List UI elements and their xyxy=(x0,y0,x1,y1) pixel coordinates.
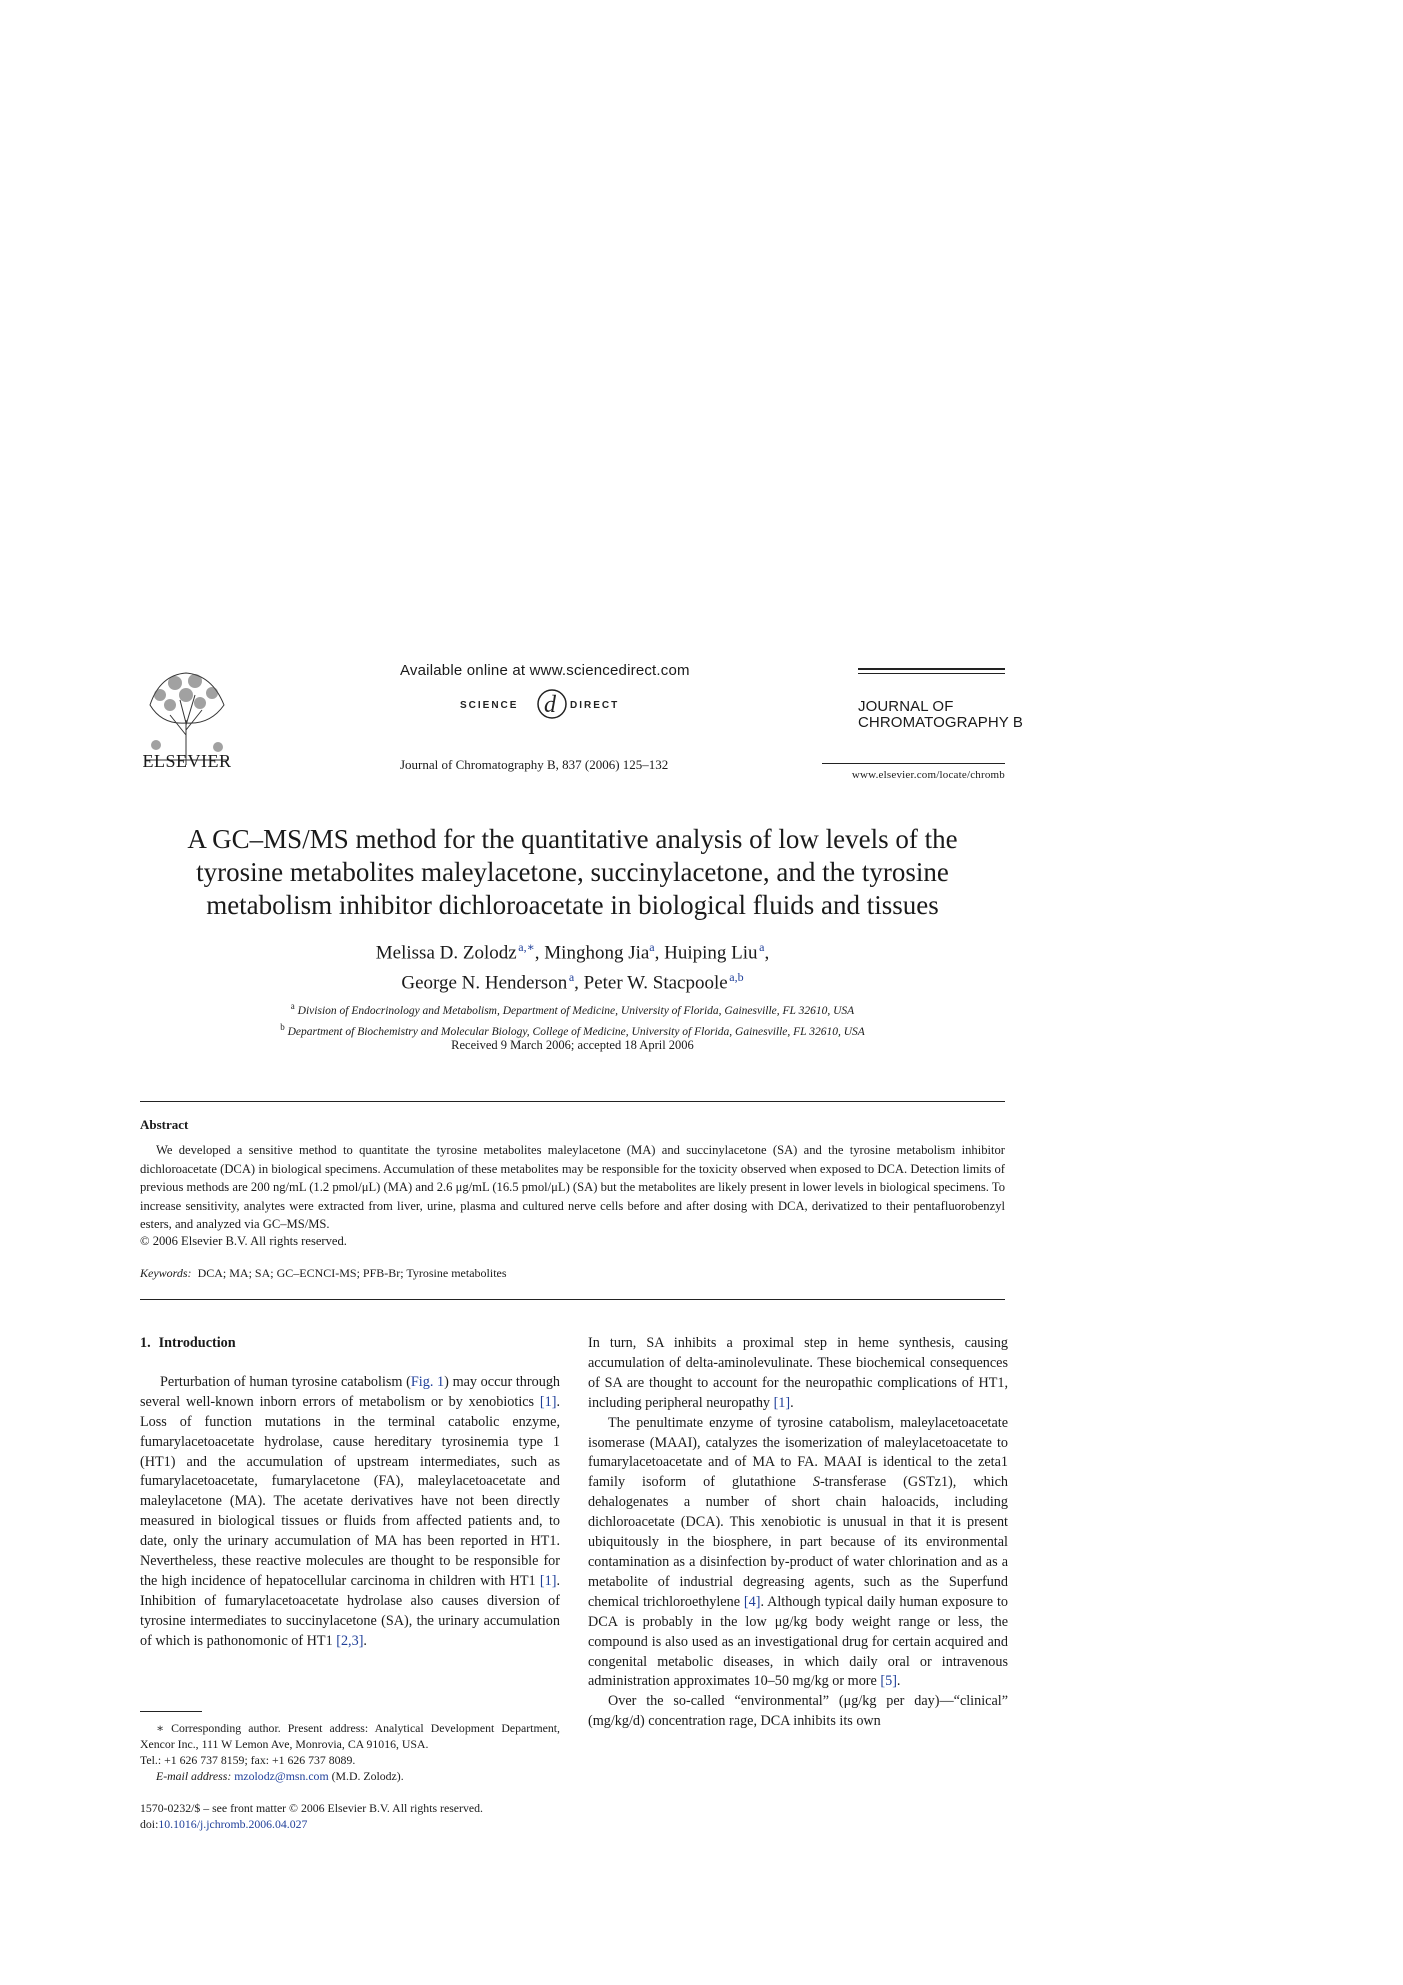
text-run: . Loss of function mutations in the terminal catabolic enzyme, fumarylacetoacetate hydrolase, cause hereditary tyrosinemia type 1 (HT1) and the accumulation of upstream intermediates, such as fumarylacetoacetate, fumarylacetone (FA), maleylacetoacetate and maleylacetone (MA). The acetate derivatives have not been directly measured in biological tissues or fluids from affected patients and, to date, only the urinary accumulation of MA has been reported in HT1. Nevertheless, these reactive molecules are thought to be responsible for the high incidence of hepatocellular carcinoma in children with HT1 xyxy=(140,1393,560,1589)
author-separator: , xyxy=(534,942,545,964)
citation-link[interactable]: [4] xyxy=(743,1593,761,1610)
abstract-bottom-rule xyxy=(140,1299,1005,1300)
email-link[interactable]: mzolodz@msn.com xyxy=(234,1769,329,1783)
title-line: metabolism inhibitor dichloroacetate in biological fluids and tissues xyxy=(206,890,939,920)
title-line: tyrosine metabolites maleylacetone, succinylacetone, and the tyrosine xyxy=(196,857,949,887)
text-run: In turn, SA inhibits a proximal step in heme synthesis, causing accumulation of delta-aminolevulinate. These biochemical consequences of SA are thought to account for the neuropathic complications of HT1, including peripheral neuropathy xyxy=(588,1335,1008,1411)
abstract-heading: Abstract xyxy=(140,1117,189,1132)
author-separator: , xyxy=(654,942,665,964)
sciencedirect-right: DIRECT xyxy=(570,700,620,711)
footnotes xyxy=(140,1720,560,1784)
contact-numbers: Tel.: +1 626 737 8159; fax: +1 626 737 8089. xyxy=(140,1753,356,1767)
text-run: . Inhibition of fumarylacetoacetate hydrolase also causes diversion of tyrosine intermediates to succinylacetone (SA), the urinary accumulation of which is pathonomonic of HT1 xyxy=(140,1572,560,1649)
keywords-label: Keywords: xyxy=(140,1266,192,1280)
text-run: . xyxy=(896,1673,901,1690)
author-name: Peter W. Stacpoole xyxy=(583,972,728,994)
doi-link[interactable]: 10.1016/j.jchromb.2006.04.027 xyxy=(158,1817,308,1831)
left-column xyxy=(140,1334,560,1652)
author-affiliation-mark[interactable]: a xyxy=(759,940,765,954)
journal-reference: Journal of Chromatography B, 837 (2006) 125–132 xyxy=(400,757,669,772)
received-dates: Received 9 March 2006; accepted 18 April 2006 xyxy=(451,1038,694,1052)
citation-link[interactable]: [1] xyxy=(773,1394,791,1411)
affiliation-mark: a xyxy=(290,1001,295,1011)
sciencedirect-left: SCIENCE xyxy=(460,700,519,711)
doi-label: doi: xyxy=(140,1817,159,1831)
abstract-text xyxy=(140,1141,1005,1234)
keywords-list: DCA; MA; SA; GC–ECNCI-MS; PFB-Br; Tyrosine metabolites xyxy=(197,1266,507,1280)
email-label: E-mail address: xyxy=(156,1769,232,1783)
right-column xyxy=(588,1334,1008,1732)
paragraph xyxy=(588,1334,1008,1414)
author-name: George N. Henderson xyxy=(401,972,568,994)
text-run-italic: S xyxy=(812,1474,820,1491)
affiliations xyxy=(140,998,1005,1040)
email-owner: (M.D. Zolodz). xyxy=(331,1769,404,1783)
citation-link[interactable]: [2,3] xyxy=(336,1632,364,1649)
section-title: Introduction xyxy=(158,1335,236,1351)
author-affiliation-mark[interactable]: a xyxy=(649,940,655,954)
text-run: . Although typical daily human exposure to DCA is probably in the low μg/kg body weight range or less, the compound is also used as an investigational drug for certain acquired and congenital metabolic diseases, in which daily oral or intravenous administration approximates 10–50 mg/kg or more xyxy=(588,1593,1008,1690)
author-affiliation-mark[interactable]: a,b xyxy=(729,970,744,985)
sciencedirect-logo xyxy=(460,686,640,722)
author-affiliation-mark[interactable]: a,∗ xyxy=(518,940,535,954)
paragraph xyxy=(588,1414,1008,1693)
citation-link[interactable]: [1] xyxy=(539,1572,557,1589)
text-run: ) may occur through several well-known inborn errors of metabolism or by xenobiotics xyxy=(140,1373,561,1410)
header-rule xyxy=(858,668,1005,670)
corresponding-author-note: ∗ Corresponding author. Present address: Analytical Development Department, Xencor Inc., 111 W Lemon Ave, Monrovia, CA 91016, USA. xyxy=(140,1721,560,1751)
affiliation-b: Department of Biochemistry and Molecular Biology, College of Medicine, University of Florida, Gainesville, FL 32610, USA xyxy=(287,1025,865,1038)
text-run: . xyxy=(363,1632,367,1649)
author-list xyxy=(140,935,1005,996)
header-rule xyxy=(822,763,1005,764)
journal-name xyxy=(858,699,1023,731)
svg-text:d: d xyxy=(544,692,556,718)
author-name: Minghong Jia xyxy=(544,942,650,964)
available-online-text: Available online at www.sciencedirect.com xyxy=(400,662,690,679)
affiliation-a: Division of Endocrinology and Metabolism, Department of Medicine, University of Florida, Gainesville, FL 32610, USA xyxy=(297,1004,855,1017)
figure-link[interactable]: Fig. 1 xyxy=(410,1373,445,1390)
article-title xyxy=(140,823,1005,922)
author-name: Melissa D. Zolodz xyxy=(375,942,517,964)
citation-link[interactable]: [5] xyxy=(880,1673,897,1690)
abstract-top-rule xyxy=(140,1101,1005,1102)
author-name: Huiping Liu xyxy=(664,942,758,964)
section-number: 1. xyxy=(140,1335,151,1351)
author-separator: , xyxy=(574,972,584,994)
author-separator: , xyxy=(764,942,770,964)
text-run: -transferase (GSTz1), which dehalogenates a number of short chain haloacids, including dichloroacetate (DCA). This xenobiotic is unusual in that it is present ubiquitously in the biosphere, in part because of its environmental contamination as a disinfection by-product of water chlorination and as a metabolite of industrial degreasing agents, such as the Superfund chemical trichloroethylene xyxy=(588,1474,1008,1610)
text-run: The penultimate enzyme of tyrosine catabolism, maleylacetoacetate isomerase (MAAI), catalyzes the isomerization of maleylacetoacetate to fumarylacetoacetate and of MA to FA. MAAI is identical to the zeta1 family isoform of glutathione xyxy=(588,1414,1008,1491)
section-heading xyxy=(140,1334,560,1354)
journal-name-line2: CHROMATOGRAPHY B xyxy=(858,714,1023,731)
title-line: A GC–MS/MS method for the quantitative analysis of low levels of the xyxy=(187,824,958,854)
text-run: Perturbation of human tyrosine catabolism ( xyxy=(160,1373,411,1390)
footnote-rule xyxy=(140,1711,202,1712)
publisher-name: ELSEVIER xyxy=(142,751,232,771)
citation-link[interactable]: [1] xyxy=(539,1393,557,1410)
issn-doi-block xyxy=(140,1800,483,1832)
abstract-body: We developed a sensitive method to quantitate the tyrosine metabolites maleylacetone (MA) and succinylacetone (SA) and the tyrosine metabolism inhibitor dichloroacetate (DCA) in biological specimens. Accumulation of these metabolites may be responsible for the toxicity observed when exposed to DCA. Detection limits of previous methods are 200 ng/mL (1.2 pmol/μL) (MA) and 2.6 μg/mL (16.5 pmol/μL) (SA) but the metabolites are likely present in lower levels in biological specimens. To increase sensitivity, analytes were extracted from liver, urine, plasma and cultured nerve cells before and after dosing with DCA, derivatized to their pentafluorobenzyl esters, and analyzed via GC–MS/MS. xyxy=(140,1143,1005,1231)
paragraph: Over the so-called “environmental” (μg/kg per day)—“clinical” (mg/kg/d) concentration rage, DCA inhibits its own xyxy=(588,1693,1008,1730)
paragraph xyxy=(140,1373,560,1652)
author-affiliation-mark[interactable]: a xyxy=(568,970,575,985)
issn-line: 1570-0232/$ – see front matter © 2006 Elsevier B.V. All rights reserved. xyxy=(140,1801,483,1815)
abstract-copyright: © 2006 Elsevier B.V. All rights reserved. xyxy=(140,1234,347,1248)
keywords xyxy=(140,1266,507,1281)
affiliation-mark: b xyxy=(280,1021,285,1032)
header-rule xyxy=(858,673,1005,674)
text-run: . xyxy=(790,1394,794,1411)
journal-name-line1: JOURNAL OF xyxy=(858,698,954,715)
journal-url[interactable]: www.elsevier.com/locate/chromb xyxy=(851,769,1005,781)
